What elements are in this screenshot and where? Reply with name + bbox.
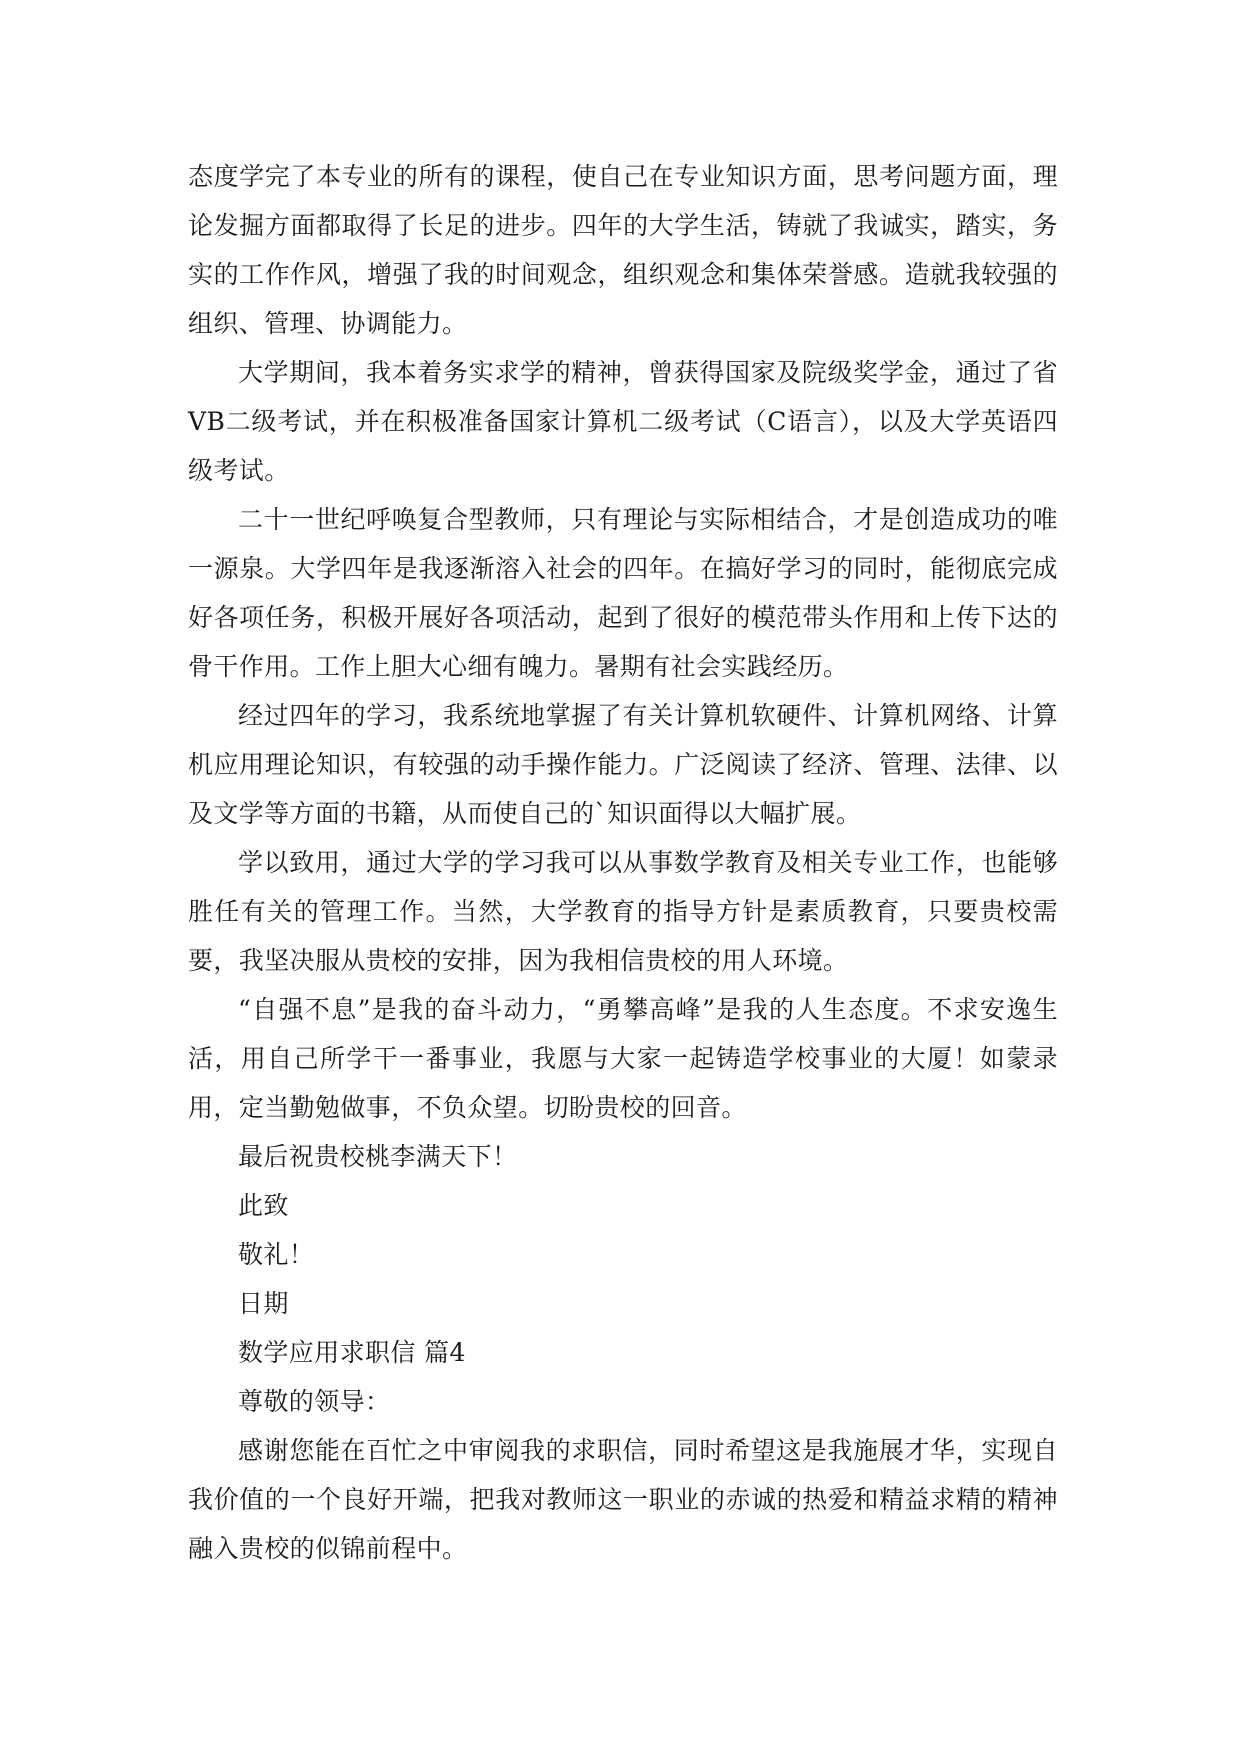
closing-wish: 最后祝贵校桃李满天下！: [238, 1142, 518, 1171]
paragraph-scholarship: 大学期间，我本着务实求学的精神，曾获得国家及院级奖学金，通过了省VB二级考试，并在积极准备国家计算机二级考试（C语言），以及大学英语四级考试。: [188, 358, 1058, 485]
date-label: 日期: [238, 1289, 289, 1318]
document-body: [188, 152, 1058, 1573]
closing-regards: 敬礼！: [238, 1240, 315, 1269]
paragraph-skills: 经过四年的学习，我系统地掌握了有关计算机软硬件、计算机网络、计算机应用理论知识，有较强的动手操作能力。广泛阅读了经济、管理、法律、以及文学等方面的书籍，从而使自己的`知识面得以大幅扩展。: [188, 701, 1058, 828]
paragraph-intro: 感谢您能在百忙之中审阅我的求职信，同时希望这是我施展才华，实现自我价值的一个良好开端，把我对教师这一职业的赤诚的热爱和精益求精的精神融入贵校的似锦前程中。: [188, 1436, 1058, 1563]
paragraph-motto: “自强不息”是我的奋斗动力，“勇攀高峰”是我的人生态度。不求安逸生活，用自己所学干一番事业，我愿与大家一起铸造学校事业的大厦！如蒙录用，定当勤勉做事，不负众望。切盼贵校的回音。: [188, 995, 1058, 1122]
section-heading: 数学应用求职信 篇4: [238, 1338, 466, 1367]
paragraph-continued: 态度学完了本专业的所有的课程，使自己在专业知识方面，思考问题方面，理论发掘方面都取得了长足的进步。四年的大学生活，铸就了我诚实，踏实，务实的工作作风，增强了我的时间观念，组织观念和集体荣誉感。造就我较强的组织、管理、协调能力。: [188, 162, 1058, 338]
greeting: 尊敬的领导：: [238, 1387, 391, 1416]
paragraph-teacher: 二十一世纪呼唤复合型教师，只有理论与实际相结合，才是创造成功的唯一源泉。大学四年是我逐渐溶入社会的四年。在搞好学习的同时，能彻底完成好各项任务，积极开展好各项活动，起到了很好的模范带头作用和上传下达的骨干作用。工作上胆大心细有魄力。暑期有社会实践经历。: [188, 505, 1058, 681]
paragraph-application: 学以致用，通过大学的学习我可以从事数学教育及相关专业工作，也能够胜任有关的管理工作。当然，大学教育的指导方针是素质教育，只要贵校需要，我坚决服从贵校的安排，因为我相信贵校的用人环境。: [188, 848, 1058, 975]
closing-salutation: 此致: [238, 1191, 289, 1220]
